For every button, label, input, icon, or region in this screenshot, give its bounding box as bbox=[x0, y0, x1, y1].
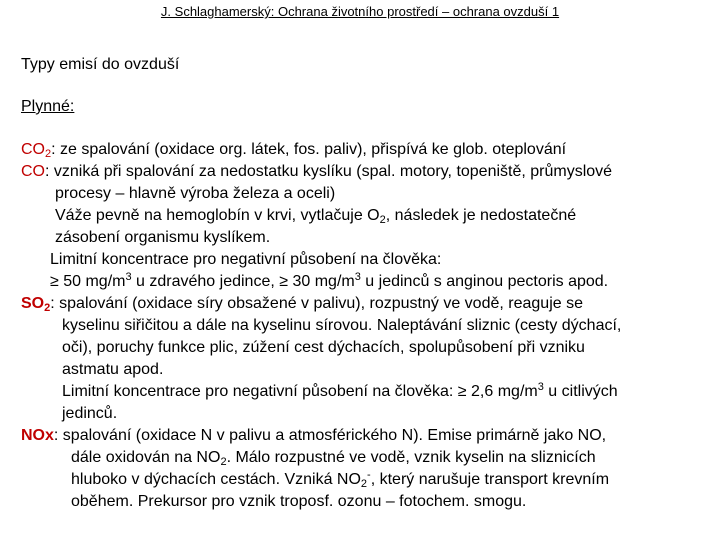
co-line-6: ≥ 50 $mg/m^3$ u zdravého jedince, ≥ 30 $mg/m^3$ u jedinců s anginou pectoris apod. bbox=[50, 271, 609, 290]
so2-label: $SO_2$ bbox=[21, 295, 51, 314]
nox-label: NOx bbox=[21, 427, 54, 444]
co-line-2: procesy – hlavně výroba železa a oceli) bbox=[55, 185, 336, 202]
co2-line bbox=[21, 140, 566, 160]
nox-line-3: hluboko v dýchacích cestách. Vzniká $NO_2^-$, který narušuje transport krevním bbox=[71, 469, 610, 490]
page-header: J. Schlaghamerský: Ochrana životního prostředí – ochrana ovzduší 1 bbox=[160, 4, 560, 19]
section-subtitle: Plynné: bbox=[21, 98, 75, 115]
so2-line-3: oči), poruchy funkce plic, zúžení cest dýchacích, spolupůsobení při vzniku bbox=[62, 339, 585, 356]
nox-line-1: NOx: spalování (oxidace N v palivu a atmosférického N). Emise primárně jako NO, bbox=[21, 427, 607, 444]
co-line-4: zásobení organismu kyslíkem. bbox=[55, 229, 271, 246]
nox-line-4: oběhem. Prekursor pro vznik troposf. ozonu – fotochem. smogu. bbox=[71, 493, 527, 510]
so2-line-6: jedinců. bbox=[62, 405, 118, 422]
co-line-1: CO: vzniká při spalování za nedostatku kyslíku (spal. motory, topeniště, průmyslové bbox=[21, 163, 613, 180]
so2-line-5: Limitní koncentrace pro negativní působení na člověka: ≥ 2,6 $mg/m^3$ u citlivých bbox=[62, 381, 618, 400]
co-line-5: Limitní koncentrace pro negativní působení na člověka: bbox=[50, 251, 442, 268]
page-title: Typy emisí do ovzduší bbox=[21, 56, 180, 73]
nox-line-2: dále oxidován na $NO_2$. Málo rozpustné ve vodě, vznik kyselin na sliznicích bbox=[71, 449, 596, 468]
so2-line-2: kyselinu siřičitou a dále na kyselinu sírovou. Naleptávání sliznic (cesty dýchací, bbox=[62, 317, 622, 334]
co-label: CO bbox=[21, 163, 45, 180]
co2-text: : ze spalování (oxidace org. látek, fos. paliv), přispívá ke glob. oteplování bbox=[51, 141, 567, 158]
co-line-3: Váže pevně na hemoglobín v krvi, vytlačuje $O_2$, následek je nedostatečné bbox=[55, 207, 577, 226]
so2-line-1: $SO_2$: spalování (oxidace síry obsažené v palivu), rozpustný ve vodě, reaguje se bbox=[21, 295, 583, 314]
co2-label: $CO_2$ bbox=[21, 141, 52, 160]
so2-line-4: astmatu apod. bbox=[62, 361, 164, 378]
